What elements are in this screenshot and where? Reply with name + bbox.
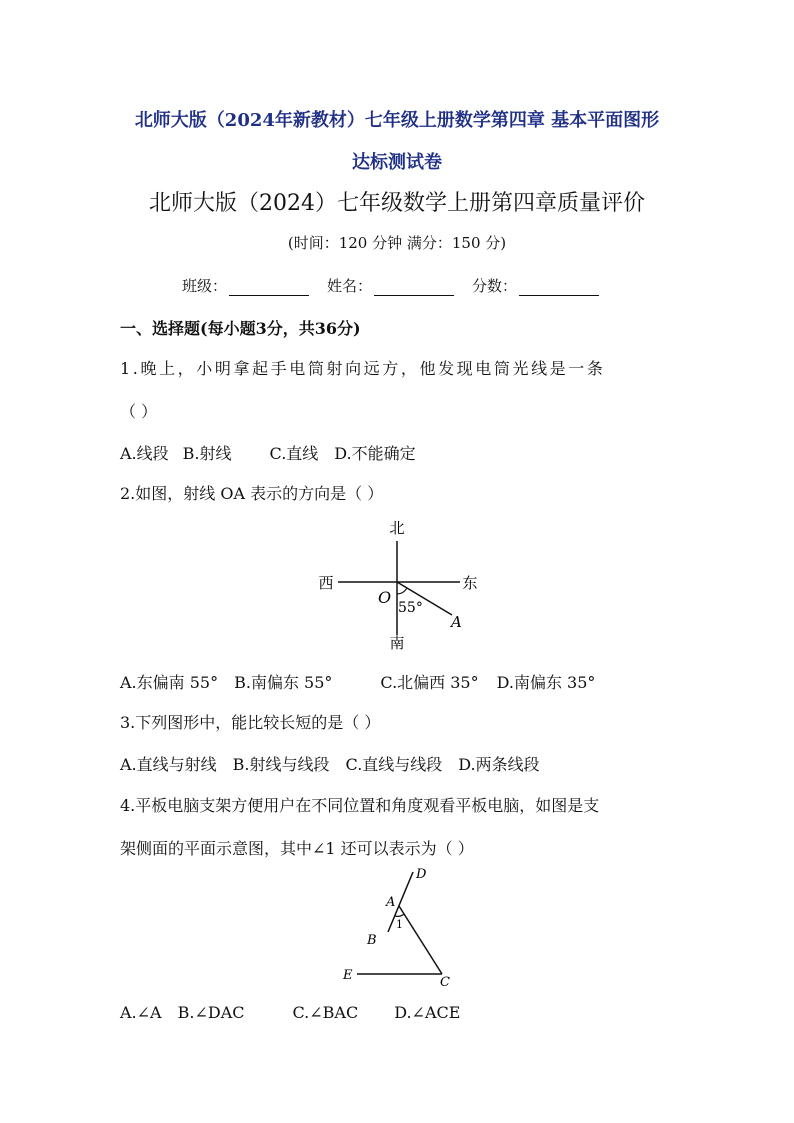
q2-origin-label: O xyxy=(378,588,392,607)
score-field[interactable] xyxy=(472,275,599,296)
q2-east-label: 东 xyxy=(462,574,478,592)
q2-stem: 2.如图，射线 OA 表示的方向是（ ） xyxy=(120,484,384,503)
q3-option-c[interactable]: C.直线与线段 xyxy=(345,755,443,774)
q2-option-b[interactable]: B.南偏东 55° xyxy=(234,673,333,692)
q1-options xyxy=(120,441,442,464)
q3-options xyxy=(120,752,566,775)
q4-option-c[interactable]: C.∠BAC xyxy=(292,1003,359,1022)
q2-option-d[interactable]: D.南偏东 35° xyxy=(496,673,596,692)
q4-stand-figure xyxy=(330,860,470,990)
q4-point-b: B xyxy=(367,933,377,948)
score-label: 分数： xyxy=(472,277,518,295)
q3-option-a[interactable]: A.直线与射线 xyxy=(120,755,217,774)
q1-stem-line2: （ ） xyxy=(120,402,158,421)
exam-subtitle: 北师大版（2024）七年级数学上册第四章质量评价 xyxy=(149,191,645,216)
name-field[interactable] xyxy=(327,275,454,296)
q4-point-a: A xyxy=(386,895,396,910)
q2-west-label: 西 xyxy=(318,574,334,592)
score-blank[interactable] xyxy=(519,281,599,296)
q3-option-d[interactable]: D.两条线段 xyxy=(458,755,540,774)
q1-stem-line1: 1.晚上，小明拿起手电筒射向远方，他发现电筒光线是一条 xyxy=(120,359,606,378)
q1-option-b[interactable]: B.射线 xyxy=(182,444,232,463)
q4-option-b[interactable]: B.∠DAC xyxy=(177,1003,245,1022)
q4-angle-arc xyxy=(395,914,404,916)
q2-option-a[interactable]: A.东偏南 55° xyxy=(120,673,219,692)
student-info-fields xyxy=(182,275,599,296)
q1-option-d[interactable]: D.不能确定 xyxy=(334,444,416,463)
q3-stem: 3.下列图形中，能比较长短的是（ ） xyxy=(120,713,381,732)
exam-title-line1: 北师大版（2024年新教材）七年级上册数学第四章 基本平面图形 xyxy=(134,110,660,131)
q1-option-a[interactable]: A.线段 xyxy=(120,444,169,463)
q2-compass-figure xyxy=(300,515,500,655)
q4-option-a[interactable]: A.∠A xyxy=(120,1003,162,1022)
q2-options xyxy=(120,670,621,693)
q4-point-e: E xyxy=(343,968,353,983)
q4-angle-1: 1 xyxy=(396,918,403,931)
name-label: 姓名： xyxy=(327,277,373,295)
class-label: 班级： xyxy=(182,277,228,295)
q4-point-c: C xyxy=(440,975,450,990)
q2-angle-label: 55° xyxy=(398,600,423,616)
name-blank[interactable] xyxy=(374,281,454,296)
q2-south-label: 南 xyxy=(389,634,405,652)
q4-stem-line2: 架侧面的平面示意图，其中∠1 还可以表示为（ ） xyxy=(120,839,474,858)
q4-point-d: D xyxy=(416,867,427,882)
q4-option-d[interactable]: D.∠ACE xyxy=(394,1003,461,1022)
q2-point-a-label: A xyxy=(451,613,462,631)
q2-angle-arc xyxy=(397,588,407,594)
q2-option-c[interactable]: C.北偏西 35° xyxy=(380,673,479,692)
q1-option-c[interactable]: C.直线 xyxy=(269,444,319,463)
exam-meta: (时间：120 分钟 满分：150 分) xyxy=(287,234,507,252)
q4-stem-line1: 4.平板电脑支架方便用户在不同位置和角度观看平板电脑，如图是支 xyxy=(120,796,600,815)
class-blank[interactable] xyxy=(229,281,309,296)
q4-line-ac xyxy=(399,906,442,974)
q3-option-b[interactable]: B.射线与线段 xyxy=(232,755,330,774)
exam-title-line2: 达标测试卷 xyxy=(352,152,442,173)
q2-north-label: 北 xyxy=(389,519,405,537)
q4-options xyxy=(120,1003,486,1022)
class-field[interactable] xyxy=(182,275,309,296)
section-title: 一、选择题(每小题3分，共36分) xyxy=(120,319,361,338)
